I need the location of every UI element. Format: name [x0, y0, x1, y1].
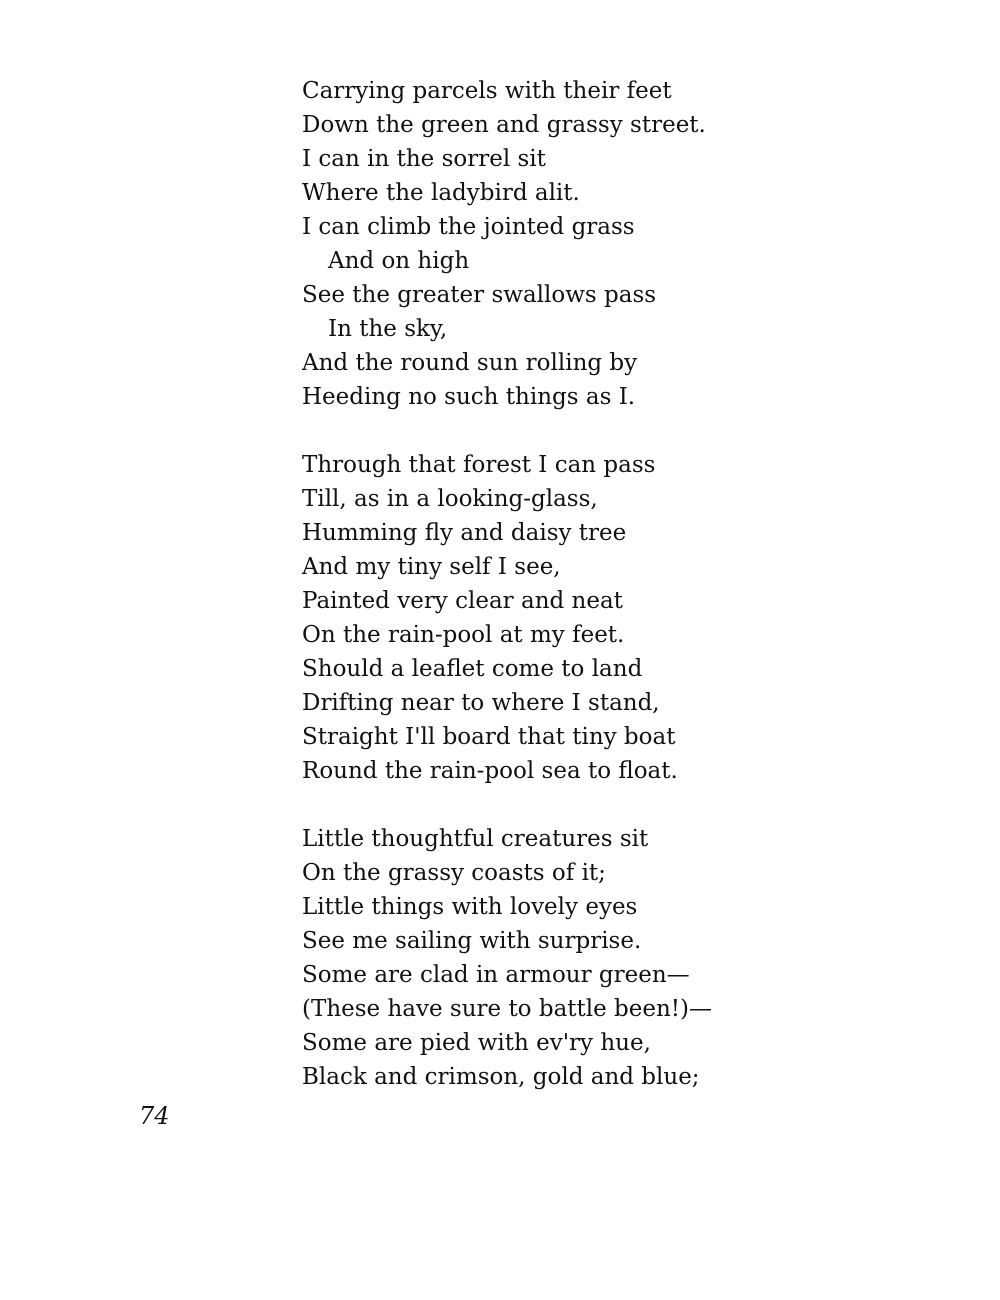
poem-line: Carrying parcels with their feet [302, 78, 672, 104]
poem-line: Little things with lovely eyes [302, 894, 638, 920]
poem-line: Till, as in a looking-glass, [302, 486, 598, 512]
page-number: 74 [139, 1102, 170, 1130]
poem-line: On the grassy coasts of it; [302, 860, 606, 886]
poem-line: Some are pied with ev'ry hue, [302, 1030, 651, 1056]
poem-line: Straight I'll board that tiny boat [302, 724, 676, 750]
poem-line: Black and crimson, gold and blue; [302, 1064, 700, 1090]
stanza-2 [302, 448, 862, 788]
poem-line: Where the ladybird alit. [302, 180, 580, 206]
poem-line: Down the green and grassy street. [302, 112, 706, 138]
poem-line: See me sailing with surprise. [302, 928, 642, 954]
poem-line-indented: And on high [328, 248, 470, 274]
poem-line: Round the rain-pool sea to float. [302, 758, 678, 784]
poem-line: Heeding no such things as I. [302, 384, 636, 410]
poem-line: And the round sun rolling by [302, 350, 638, 376]
poem-line: Little thoughtful creatures sit [302, 826, 649, 852]
poem-line: I can in the sorrel sit [302, 146, 546, 172]
poem-line: (These have sure to battle been!)— [302, 996, 713, 1022]
stanza-1 [302, 74, 862, 414]
poem-line-indented: In the sky, [328, 316, 448, 342]
stanza-3 [302, 822, 862, 1094]
poem-line: Should a leaflet come to land [302, 656, 643, 682]
poem-line: Drifting near to where I stand, [302, 690, 660, 716]
poem-line: Humming fly and daisy tree [302, 520, 627, 546]
poem-line: See the greater swallows pass [302, 282, 657, 308]
poem-line: Through that forest I can pass [302, 452, 656, 478]
poem-body [302, 74, 862, 1094]
poem-line: Some are clad in armour green— [302, 962, 690, 988]
poem-line: And my tiny self I see, [302, 554, 561, 580]
poem-line: On the rain-pool at my feet. [302, 622, 625, 648]
poem-line: Painted very clear and neat [302, 588, 623, 614]
poem-line: I can climb the jointed grass [302, 214, 635, 240]
